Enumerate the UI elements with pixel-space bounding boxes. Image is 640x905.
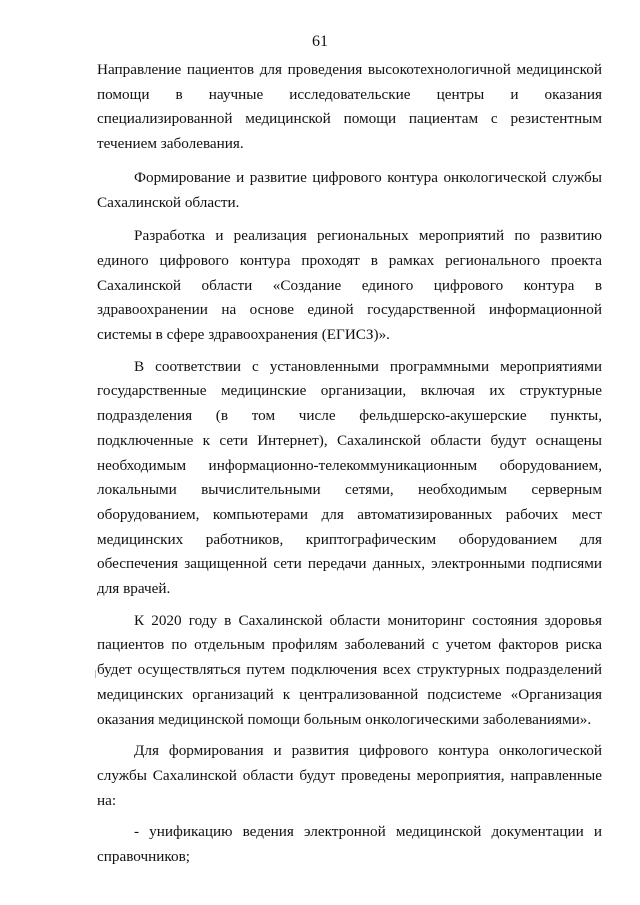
- margin-mark: [95, 670, 96, 678]
- page-number: 61: [312, 33, 328, 50]
- document-body: [97, 58, 602, 870]
- paragraph-equipment: В соответствии с установленными программными мероприятиями государственные медицинские организации, включая их структурные подразделения (в том числе фельдшерско-акушерские пункты, подключенные к сети Интернет), Сахалинской области будут оснащены необходимым информационно-телекоммуникационным оборудованием, локальными вычислительными сетями, необходимым серверным оборудованием, компьютерами для автоматизированных рабочих мест медицинских работников, криптографическим оборудованием для обеспечения защищенной сети передачи данных, электронными подписями для врачей.: [97, 357, 602, 598]
- paragraph-measures-intro: Для формирования и развития цифрового контура онкологической службы Сахалинской области будут проведены мероприятия, направленные на:: [97, 742, 602, 809]
- list-item-unification: - унификацию ведения электронной медицинской документации и справочников;: [97, 823, 602, 866]
- paragraph-hightech-referral: Направление пациентов для проведения высокотехнологичной медицинской помощи в научные исследовательские центры и оказания специализированной медицинской помощи пациентам с резистентным течением заболевания.: [97, 61, 602, 153]
- paragraph-monitoring-2020: К 2020 году в Сахалинской области мониторинг состояния здоровья пациентов по отдельным профилям заболеваний с учетом факторов риска будет осуществляться путем подключения всех структурных подразделений медицинских организаций к централизованной подсистеме «Организация оказания медицинской помощи больным онкологическими заболеваниями».: [97, 611, 602, 728]
- paragraph-regional-project: Разработка и реализация региональных мероприятий по развитию единого цифрового контура проходят в рамках регионального проекта Сахалинской области «Создание единого цифрового контура в здравоохранении на основе единой государственной информационной системы в сфере здравоохранения (ЕГИСЗ)».: [97, 227, 602, 344]
- paragraph-digital-contour-heading: Формирование и развитие цифрового контура онкологической службы Сахалинской области.: [97, 168, 602, 211]
